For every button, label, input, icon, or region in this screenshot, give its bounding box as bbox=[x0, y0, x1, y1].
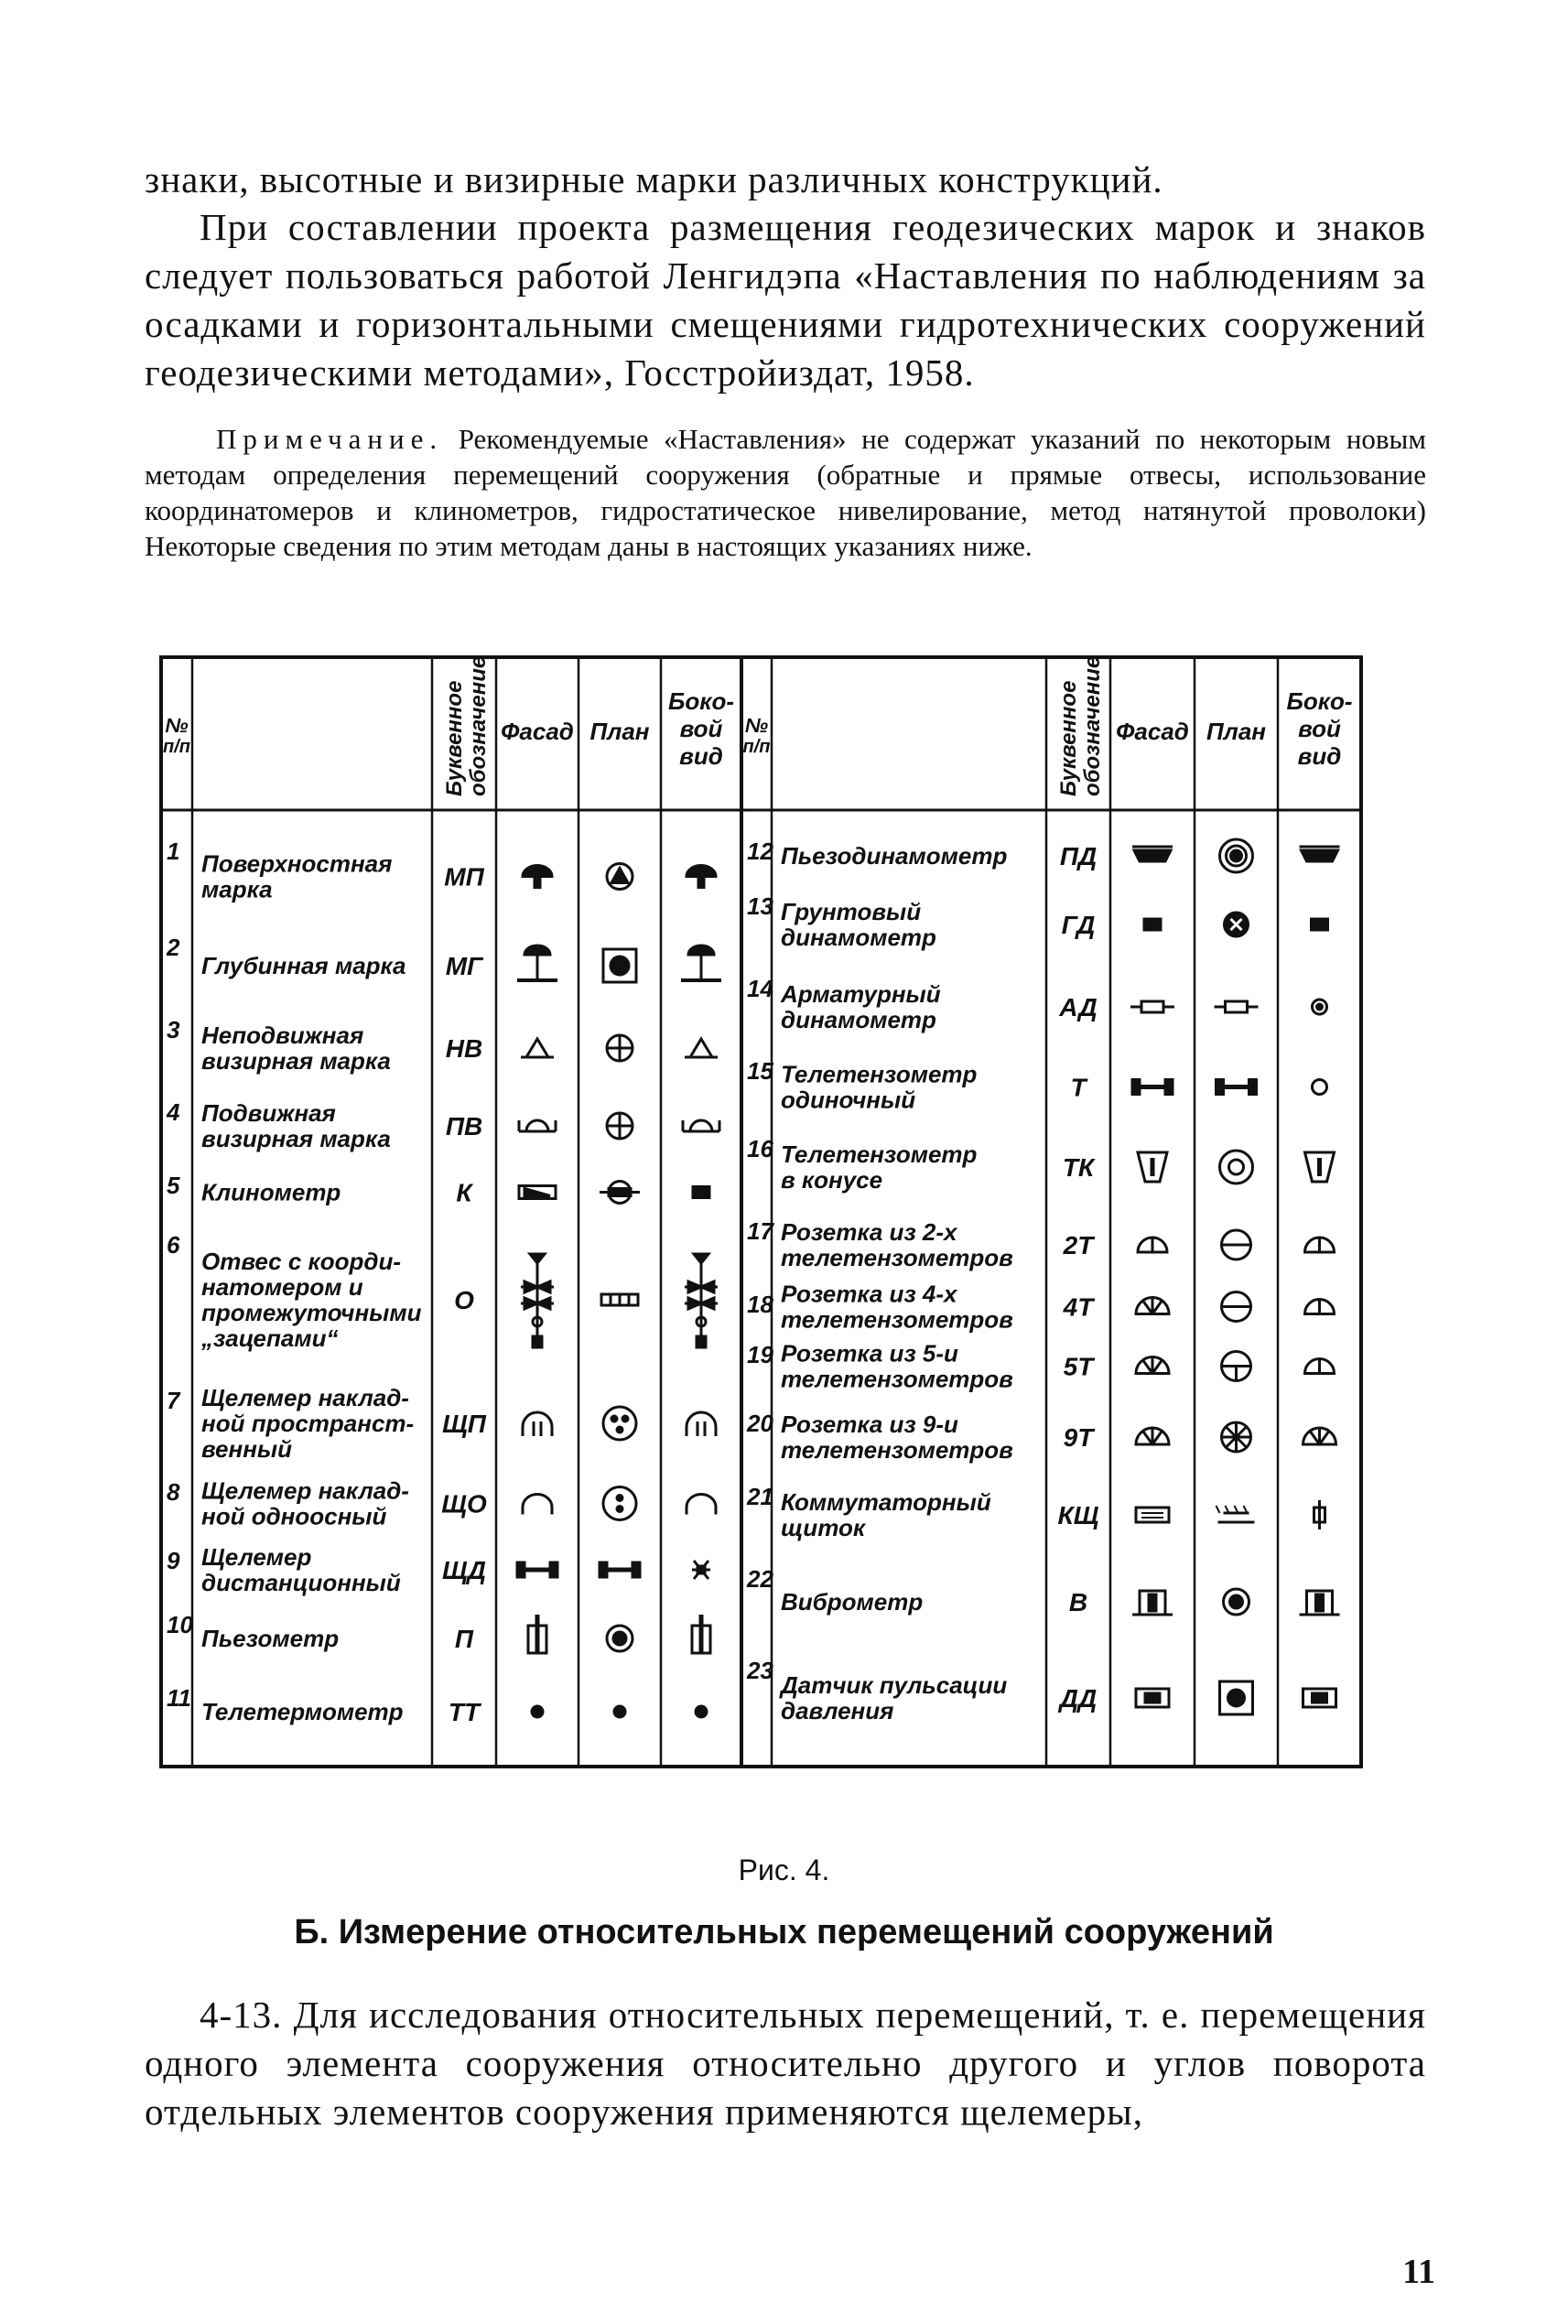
row-code: ПД bbox=[1059, 842, 1098, 870]
row-code: ЩО bbox=[441, 1489, 487, 1519]
row-number: 16 bbox=[747, 1135, 773, 1162]
row-number: 1 bbox=[167, 838, 180, 865]
row-name: в конусе bbox=[781, 1166, 883, 1194]
paragraph-2-text: При составлении проекта размещения геодезических марок и знаков следует пользоваться работой Ленгидэпа «Наставления по наблюдениям за осадками и горизонтальными смещениями гидротехнических сооружений геодезическими методами», Госстройиздат, 1958. bbox=[145, 206, 1426, 394]
dumbbell-icon bbox=[600, 1562, 640, 1577]
header-code: обозначение bbox=[1080, 655, 1105, 796]
row-name: Арматурный bbox=[781, 980, 941, 1008]
row-number: 18 bbox=[747, 1291, 773, 1318]
row-code: ЩД bbox=[442, 1556, 486, 1584]
square-circle-icon bbox=[603, 949, 636, 982]
circle-cross-icon bbox=[607, 1113, 633, 1139]
header-facade: Фасад bbox=[1116, 718, 1189, 745]
row-name: Щелемер наклад- bbox=[201, 1384, 409, 1411]
row-name: Виброметр bbox=[781, 1588, 924, 1616]
row-number: 13 bbox=[747, 892, 773, 920]
dish-icon bbox=[1300, 847, 1340, 861]
table-frame bbox=[161, 657, 1361, 1767]
square-dot-icon bbox=[1220, 1681, 1253, 1714]
vibrometer-icon bbox=[1300, 1591, 1340, 1615]
row-name: Телетермометр bbox=[201, 1698, 404, 1725]
row-code: ЩП bbox=[442, 1410, 486, 1438]
cross-star-icon bbox=[692, 1561, 710, 1579]
row-number: 22 bbox=[747, 1565, 773, 1593]
header-code: Буквенное bbox=[1056, 680, 1081, 796]
circle-cross-icon bbox=[607, 1035, 633, 1061]
header-side: вой bbox=[1298, 715, 1341, 742]
header-side: вой bbox=[679, 715, 723, 742]
row-code: НВ bbox=[445, 1034, 483, 1063]
row-name: одиночный bbox=[781, 1086, 916, 1114]
rebar-icon bbox=[1215, 1001, 1259, 1012]
row-number: 17 bbox=[747, 1217, 773, 1245]
cone-icon bbox=[1305, 1152, 1335, 1182]
row-name: Коммутаторный bbox=[781, 1488, 991, 1516]
piezometer-icon bbox=[528, 1615, 546, 1653]
row-name: визирная марка bbox=[201, 1047, 391, 1075]
circle-tee-icon bbox=[1222, 1352, 1251, 1381]
side-panel-icon bbox=[1314, 1500, 1325, 1530]
row-code: 9Т bbox=[1063, 1423, 1094, 1452]
row-name: ной одноосный bbox=[201, 1502, 387, 1530]
header-facade: Фасад bbox=[501, 718, 574, 745]
row-name: динамометр bbox=[781, 1006, 936, 1033]
deep-mark-icon bbox=[517, 946, 557, 980]
fan-icon bbox=[1136, 1428, 1169, 1444]
header-plan: План bbox=[1206, 718, 1267, 745]
row-number: 12 bbox=[747, 838, 773, 865]
row-number: 15 bbox=[747, 1057, 773, 1085]
fan-icon bbox=[1303, 1428, 1336, 1444]
row-name: давления bbox=[781, 1697, 894, 1724]
row-name: Телетензометр bbox=[781, 1060, 978, 1088]
small-block-icon bbox=[1144, 919, 1161, 930]
rebar-icon bbox=[1130, 1001, 1174, 1012]
row-number: 4 bbox=[167, 1098, 180, 1126]
row-name: Розетка из 5-и bbox=[781, 1339, 958, 1367]
row-number: 8 bbox=[167, 1478, 180, 1506]
row-name: Пьезодинамометр bbox=[781, 842, 1008, 870]
row-name: Пьезометр bbox=[201, 1625, 340, 1652]
header-plan: План bbox=[589, 718, 650, 745]
circle-dot-icon bbox=[607, 1626, 633, 1651]
paragraph-3-text: 4-13. Для исследования относительных перемещений, т. е. перемещения одного элемента сооружения относительно другого и углов поворота отдельных элементов сооружения применяются щелемеры, bbox=[145, 1994, 1426, 2133]
row-name: ной пространст- bbox=[201, 1410, 415, 1437]
arch-legs-icon bbox=[523, 1412, 552, 1436]
semicircle-icon bbox=[1305, 1359, 1335, 1374]
target-mark-icon bbox=[685, 1039, 718, 1057]
dot-icon bbox=[614, 1706, 625, 1717]
row-number: 3 bbox=[167, 1016, 180, 1043]
row-code: К bbox=[456, 1178, 472, 1207]
row-number: 7 bbox=[167, 1387, 180, 1414]
row-code: ГД bbox=[1061, 911, 1096, 939]
semicircle-icon bbox=[1305, 1238, 1335, 1252]
row-code: ТК bbox=[1062, 1153, 1095, 1182]
circle-two-dots-icon bbox=[603, 1487, 636, 1520]
row-code: 2Т bbox=[1063, 1231, 1094, 1259]
movable-target-icon bbox=[519, 1120, 556, 1131]
header-side: вид bbox=[1297, 742, 1342, 770]
header-num: № bbox=[744, 714, 769, 737]
row-number: 21 bbox=[747, 1483, 773, 1510]
cone-icon bbox=[1138, 1152, 1167, 1182]
row-code: ДД bbox=[1059, 1684, 1098, 1713]
circle-dots-icon bbox=[603, 1407, 636, 1440]
row-number: 20 bbox=[747, 1410, 773, 1437]
row-number: 6 bbox=[167, 1231, 180, 1259]
note-label: Примечание. bbox=[216, 423, 444, 455]
circle-dot-icon bbox=[1224, 1589, 1249, 1615]
row-name: Датчик пульсации bbox=[781, 1671, 1008, 1699]
paragraph-1: знаки, высотные и визирные марки различных конструкций. bbox=[145, 158, 1163, 200]
piezometer-icon bbox=[692, 1615, 710, 1653]
row-code: В bbox=[1068, 1588, 1088, 1616]
header-num-sub: п/п bbox=[163, 737, 190, 757]
dot-icon bbox=[696, 1706, 707, 1717]
arch-icon bbox=[687, 1495, 716, 1515]
plumb-line-icon bbox=[521, 1254, 554, 1347]
deep-mark-icon bbox=[681, 946, 721, 980]
row-name: натомером и bbox=[201, 1273, 363, 1301]
row-name: телетензометров bbox=[781, 1365, 1013, 1393]
row-name: Неподвижная bbox=[201, 1021, 364, 1049]
row-code: 4Т bbox=[1063, 1292, 1094, 1322]
row-code: ПВ bbox=[445, 1112, 483, 1140]
row-name: телетензометров bbox=[781, 1436, 1013, 1464]
dumbbell-icon bbox=[1217, 1080, 1257, 1095]
header-side: вид bbox=[679, 742, 723, 770]
row-name: Клинометр bbox=[201, 1178, 341, 1206]
row-name: Поверхностная bbox=[201, 849, 393, 878]
circle-x-icon bbox=[1225, 913, 1249, 936]
row-name: промежуточными bbox=[201, 1299, 422, 1326]
clinometer-icon bbox=[519, 1186, 556, 1199]
header-code: Буквенное bbox=[442, 680, 467, 796]
row-number: 2 bbox=[167, 934, 180, 961]
small-block-icon bbox=[693, 1187, 709, 1198]
circle-line-icon bbox=[1222, 1230, 1251, 1259]
mushroom-icon bbox=[523, 866, 552, 888]
row-number: 9 bbox=[167, 1547, 180, 1574]
row-name: динамометр bbox=[781, 924, 936, 951]
circle-line-icon bbox=[1222, 1292, 1251, 1322]
row-code: КЩ bbox=[1057, 1501, 1099, 1530]
arch-icon bbox=[523, 1495, 552, 1515]
header-side: Боко- bbox=[667, 687, 735, 715]
section-title: Б. Измерение относительных перемещений сооружений bbox=[294, 1913, 1274, 1951]
dish-icon bbox=[1132, 847, 1173, 861]
target-mark-icon bbox=[521, 1039, 554, 1057]
coordinatometer-icon bbox=[601, 1294, 638, 1305]
row-code: ТТ bbox=[448, 1698, 481, 1726]
row-number: 5 bbox=[167, 1172, 180, 1199]
header-num-sub: п/п bbox=[742, 737, 771, 757]
paragraph-3 bbox=[145, 1991, 1426, 2136]
row-code: МП bbox=[444, 862, 484, 892]
row-name: телетензометров bbox=[781, 1244, 1013, 1271]
semicircle-icon bbox=[1305, 1300, 1335, 1314]
figure-caption: Рис. 4. bbox=[738, 1854, 830, 1886]
small-circle-icon bbox=[1313, 1080, 1327, 1095]
row-name: Грунтовый bbox=[781, 898, 922, 925]
dot-icon bbox=[532, 1706, 543, 1717]
row-number: 10 bbox=[167, 1611, 193, 1638]
dumbbell-icon bbox=[517, 1562, 557, 1577]
row-name: венный bbox=[201, 1435, 293, 1463]
row-number: 19 bbox=[747, 1341, 773, 1368]
header-side: Боко- bbox=[1286, 687, 1353, 715]
circle-ring-icon bbox=[1220, 1151, 1253, 1184]
small-block-icon bbox=[1312, 919, 1328, 930]
header-code: обозначение bbox=[466, 655, 491, 796]
row-name: Глубинная марка bbox=[201, 952, 406, 979]
sensor-box-icon bbox=[1136, 1689, 1169, 1707]
row-name: Телетензометр bbox=[781, 1140, 978, 1168]
row-code: П bbox=[454, 1625, 474, 1653]
row-number: 14 bbox=[747, 975, 773, 1002]
row-name: Щелемер наклад- bbox=[201, 1476, 409, 1505]
row-name: „зацепами“ bbox=[201, 1324, 339, 1352]
note-text: Рекомендуемые «Наставления» не содержат указаний по некоторым новым методам определения перемещений сооружения (обратные и прямые отвесы, использование координатомеров и клинометров, гидростатическое нивелирование, метод натянутой проволоки) Некоторые сведения по этим методам даны в настоящих указаниях ниже. bbox=[145, 423, 1427, 562]
row-name: марка bbox=[201, 875, 273, 903]
clinometer-plan-icon bbox=[600, 1182, 640, 1204]
row-name: телетензометров bbox=[781, 1305, 1013, 1334]
fan-icon bbox=[1136, 1298, 1169, 1314]
row-code: О bbox=[454, 1286, 474, 1314]
row-number: 23 bbox=[747, 1657, 773, 1684]
page-number: 11 bbox=[1402, 2253, 1435, 2291]
row-name: Розетка из 2-х bbox=[781, 1218, 957, 1246]
row-code: 5Т bbox=[1063, 1352, 1094, 1381]
circle-star-icon bbox=[1222, 1422, 1251, 1452]
row-name: Подвижная bbox=[201, 1099, 336, 1127]
panel-icon bbox=[1136, 1508, 1169, 1522]
small-ring-icon bbox=[1313, 1000, 1327, 1014]
row-name: визирная марка bbox=[201, 1125, 391, 1152]
row-number: 11 bbox=[167, 1684, 191, 1712]
vibrometer-icon bbox=[1132, 1591, 1173, 1615]
dumbbell-icon bbox=[1132, 1080, 1173, 1095]
plumb-line-icon bbox=[685, 1254, 718, 1347]
row-name: дистанционный bbox=[201, 1569, 401, 1596]
row-name: Щелемер bbox=[201, 1543, 312, 1571]
row-code: МГ bbox=[445, 952, 483, 980]
row-name: щиток bbox=[781, 1514, 866, 1541]
sensor-box-icon bbox=[1303, 1689, 1336, 1707]
row-name: Розетка из 4-х bbox=[781, 1280, 957, 1308]
mushroom-icon bbox=[687, 866, 716, 888]
row-code: АД bbox=[1059, 993, 1098, 1021]
header-num: № bbox=[165, 714, 189, 737]
row-code: Т bbox=[1070, 1073, 1087, 1102]
ground-icon bbox=[1217, 1506, 1255, 1522]
semicircle-icon bbox=[1138, 1238, 1167, 1252]
row-name: Розетка из 9-и bbox=[781, 1411, 958, 1438]
arch-legs-icon bbox=[687, 1412, 716, 1436]
double-circle-icon bbox=[1220, 839, 1253, 872]
fan-icon bbox=[1136, 1357, 1169, 1374]
row-name: Отвес с коорди- bbox=[201, 1248, 401, 1275]
movable-target-icon bbox=[683, 1120, 719, 1131]
circle-triangle-icon bbox=[607, 864, 633, 890]
